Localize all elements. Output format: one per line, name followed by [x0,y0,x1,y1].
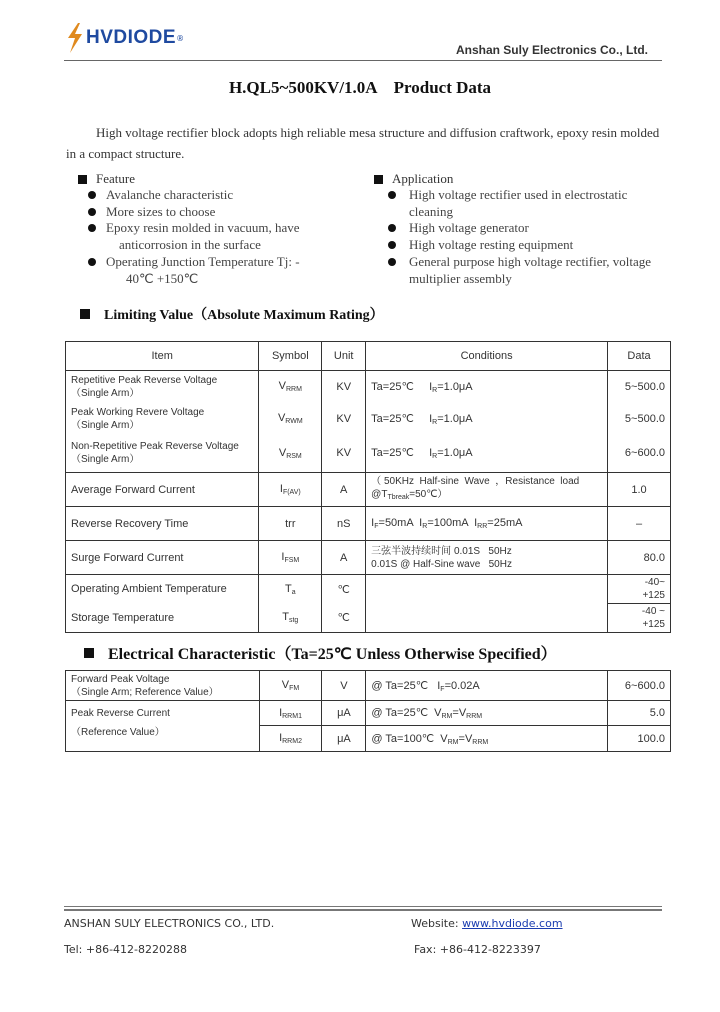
list-item: High voltage rectifier used in electrostatic [382,187,672,204]
page-title: H.QL5~500KV/1.0A Product Data [228,78,492,97]
list-item-continuation: 40℃ +150℃ [126,270,199,286]
footer-divider-thin [64,906,662,907]
list-item: Avalanche characteristic [82,187,372,204]
footer-company: ANSHAN SULY ELECTRONICS CO., LTD. [64,917,275,930]
list-item: Epoxy resin molded in vacuum, have [82,220,372,237]
footer-website: Website: www.hvdiode.com [411,917,563,930]
brand-logo [64,18,184,58]
list-item: More sizes to choose [82,204,372,221]
limiting-value-table [65,341,671,633]
square-bullet-icon [80,309,90,319]
table-row: Repetitive Peak Reverse Voltage （Single Arm） $V_{RRM}$ KV Ta=25℃ $I_R=1.0\mu A$ 5~500.0 [66,371,671,403]
header-divider [64,60,662,61]
limiting-value-heading: Limiting Value（Absolute Maximum Rating） [80,304,384,324]
table-row: （Reference Value） $I_{RRM2}$ μA @ Ta=100℃ $V_{RM}=V_{RRM}$ 100.0 [66,726,671,752]
table-row: Operating Ambient Temperature $T_a$ ℃ -40~ +125 [66,575,671,604]
list-item: Operating Junction Temperature Tj: - [82,254,372,271]
header-company-name: Anshan Suly Electronics Co., Ltd. [455,43,648,57]
col-header-data: Data [608,342,671,371]
footer-divider-thick [64,909,662,911]
table-row: Forward Peak Voltage （Single Arm; Reference Value） $V_{FM}$ V @ Ta=25℃ $I_F=0.02A$ 6~600.0 [66,671,671,701]
table-row: Surge Forward Current $I_{FSM}$ A 三弦半波持续时间 0.01S 50Hz 0.01S @ Half-Sine wave 50Hz 80.0 [66,541,671,575]
table-row: Non-Repetitive Peak Reverse Voltage （Single Arm） $V_{RSM}$ KV Ta=25℃ $I_R=1.0\mu A$ 6~600.0 [66,435,671,473]
lightning-logo-icon [64,22,86,54]
application-heading: Application [374,171,453,187]
list-item: General purpose high voltage rectifier, voltage [382,254,672,271]
table-row: Reverse Recovery Time trr nS $I_F=50mA$ $I_R=100mA$ $I_{RR}=25mA$ – [66,507,671,541]
electrical-characteristic-table [65,670,671,752]
electrical-characteristic-heading: Electrical Characteristic（Ta=25℃ Unless Otherwise Specified） [84,641,557,664]
col-header-symbol: Symbol [259,342,322,371]
application-list [382,187,672,287]
footer-fax: Fax: +86-412-8223397 [414,943,541,956]
list-item: High voltage generator [382,220,672,237]
table-row: Storage Temperature $T_{stg}$ ℃ -40 ~ +125 [66,604,671,633]
website-link[interactable]: www.hvdiode.com [462,917,563,930]
table-header-row [66,342,671,371]
square-bullet-icon [374,175,383,184]
feature-list [82,187,372,287]
col-header-conditions: Conditions [366,342,608,371]
intro-paragraph: High voltage rectifier block adopts high reliable mesa structure and diffusion craftwork, epoxy resin molded in a compact structure. [66,125,660,161]
col-header-item: Item [66,342,259,371]
list-item: High voltage resting equipment [382,237,672,254]
logo-text: HVDIODE [86,27,177,48]
square-bullet-icon [78,175,87,184]
logo-registered-mark: ® [176,33,185,43]
table-row: Average Forward Current $I_{F(AV)}$ A （ 50KHz Half-sine Wave ，Resistance load $@T_{Tbreak}=50℃$） 1.0 [66,473,671,507]
list-item-continuation: multiplier assembly [409,270,512,286]
square-bullet-icon [84,648,94,658]
table-row: Peak Working Revere Voltage （Single Arm） $V_{RWM}$ KV Ta=25℃ $I_R=1.0\mu A$ 5~500.0 [66,403,671,435]
footer-tel: Tel: +86-412-8220288 [64,943,188,956]
feature-heading: Feature [78,171,135,187]
col-header-unit: Unit [322,342,366,371]
list-item-continuation: anticorrosion in the surface [119,237,261,253]
list-item-continuation: cleaning [409,203,454,219]
table-row: Peak Reverse Current $I_{RRM1}$ μA @ Ta=25℃ $V_{RM}=V_{RRM}$ 5.0 [66,701,671,726]
